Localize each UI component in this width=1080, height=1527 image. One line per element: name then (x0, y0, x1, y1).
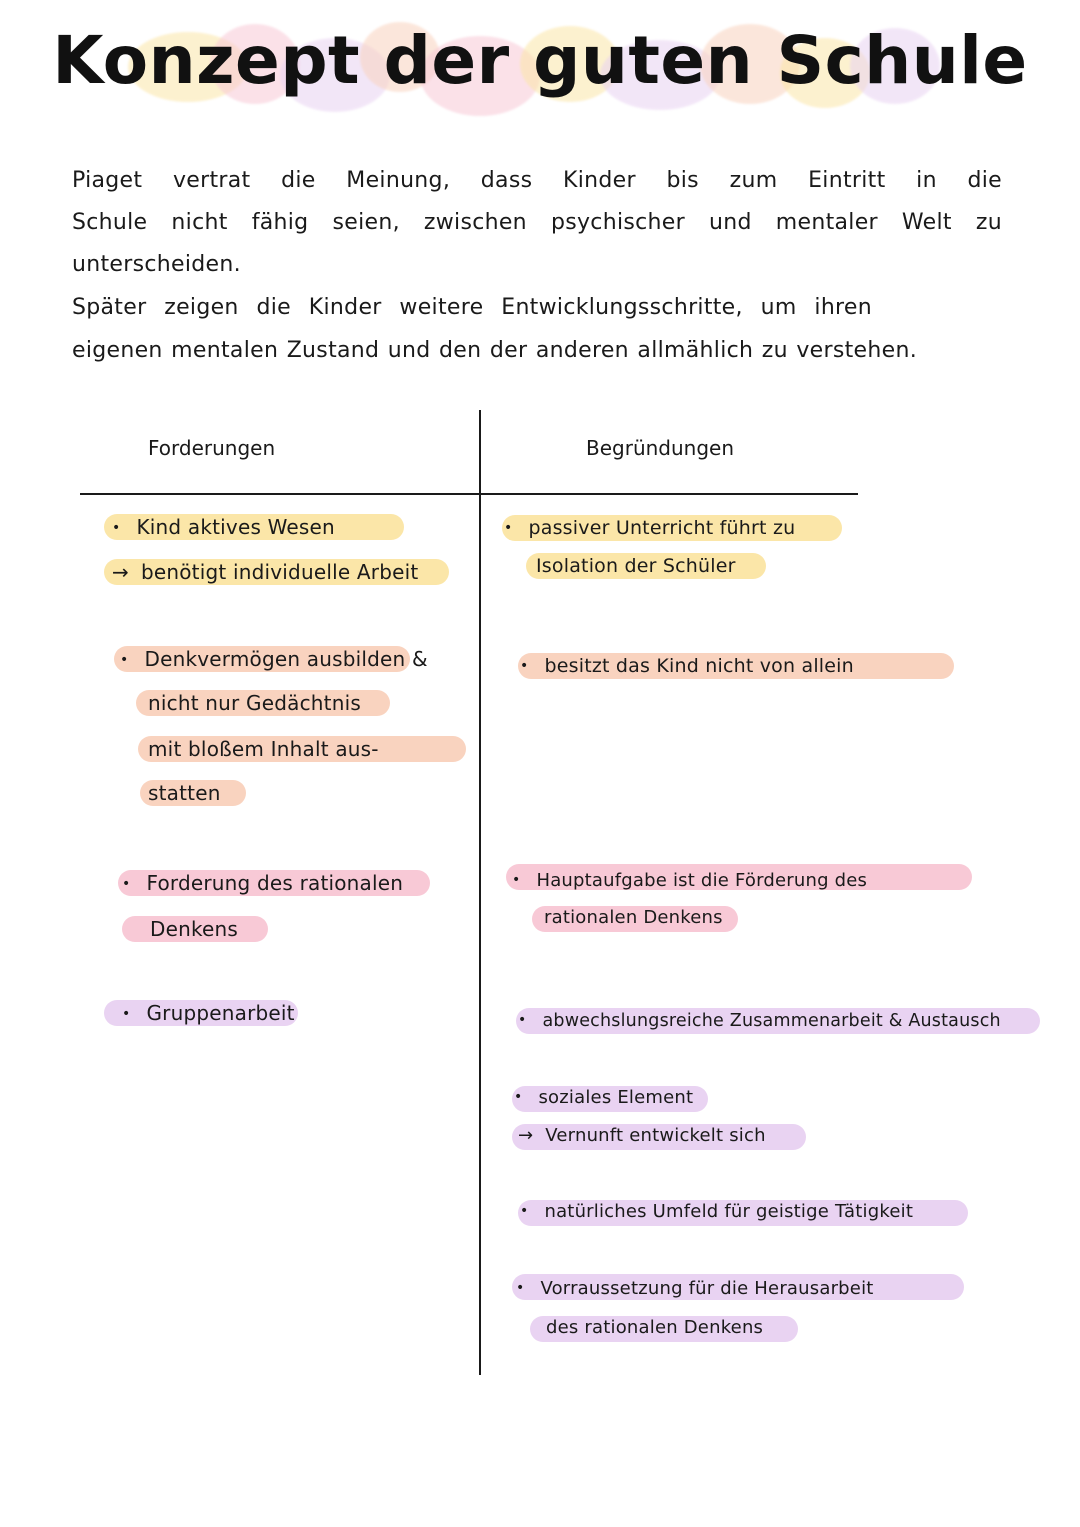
intro-line-4: Später zeigen die Kinder weitere Entwicklungsschritte, um ihren (72, 295, 872, 320)
left-note-2b: nicht nur Gedächtnis (148, 691, 361, 715)
right-note-7b: des rationalen Denkens (546, 1317, 764, 1338)
header-begruendungen: Begründungen (586, 436, 735, 460)
intro-line-1: Piaget vertrat die Meinung, dass Kinder bis zum Eintritt in die (72, 168, 1002, 193)
left-note-3b: Denkens (150, 917, 239, 941)
left-note-4a: • Gruppenarbeit (122, 1001, 295, 1025)
right-note-1b: Isolation der Schüler (536, 555, 736, 577)
left-note-2d: statten (148, 781, 221, 805)
intro-line-3: unterscheiden. (72, 252, 241, 277)
left-note-2c: mit bloßem Inhalt aus- (148, 737, 379, 761)
table-horizontal-divider (80, 493, 858, 495)
right-note-7a: • Vorraussetzung für die Herausarbeit (516, 1278, 874, 1299)
intro-line-2: Schule nicht fähig seien, zwischen psychischer und mentaler Welt zu (72, 210, 1002, 235)
left-note-2a: • Denkvermögen ausbilden & (120, 647, 428, 671)
left-note-1b: → benötigt individuelle Arbeit (112, 560, 419, 584)
right-note-2a: • besitzt das Kind nicht von allein (520, 655, 854, 677)
right-note-4a: • abwechslungsreiche Zusammenarbeit & Austausch (518, 1011, 1001, 1031)
table-vertical-divider (479, 410, 481, 1375)
intro-line-5: eigenen mentalen Zustand und den der anderen allmählich zu verstehen. (72, 338, 917, 363)
right-note-6a: • natürliches Umfeld für geistige Tätigkeit (520, 1201, 914, 1222)
right-note-1a: • passiver Unterricht führt zu (504, 517, 796, 539)
left-note-3a: • Forderung des rationalen (122, 871, 404, 895)
left-note-1a: • Kind aktives Wesen (112, 515, 335, 539)
right-note-3b: rationalen Denkens (544, 907, 723, 928)
header-forderungen: Forderungen (148, 436, 276, 460)
page-title: Konzept der guten Schule (52, 22, 1028, 99)
right-note-5a: • soziales Element (514, 1087, 694, 1108)
right-note-5b: → Vernunft entwickelt sich (518, 1125, 766, 1146)
right-note-3a: • Hauptaufgabe ist die Förderung des (512, 870, 868, 891)
